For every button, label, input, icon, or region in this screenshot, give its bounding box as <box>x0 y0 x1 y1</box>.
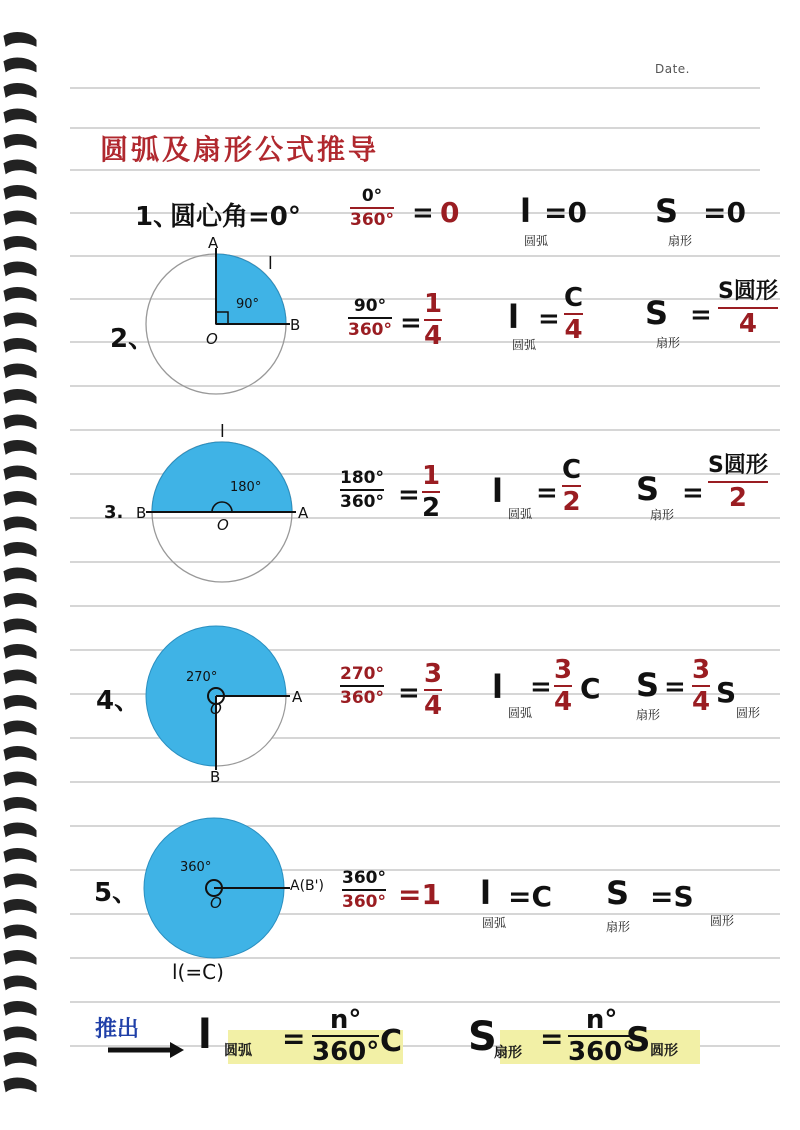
row3-label-angle: 180° <box>230 480 262 495</box>
row5-s: S <box>606 874 630 912</box>
spiral-coil <box>4 849 36 862</box>
arrow-right-icon <box>106 1040 186 1060</box>
row4-label-a: A <box>292 688 303 706</box>
row4-l-frac: $\frac{3}{4}$ <box>554 655 573 717</box>
row2-s-frac: $\frac{\text{S圆形}}{4}$ <box>718 279 778 339</box>
spiral-coil <box>4 568 36 581</box>
row1-ratio-den: 360° <box>350 210 394 230</box>
row3-label-arc: l <box>220 422 225 442</box>
row4-l-sub: 圆弧 <box>508 706 533 720</box>
row2-ratio <box>348 296 392 340</box>
row1-index: 1、 <box>135 202 180 232</box>
row2-label-o: O <box>206 330 218 348</box>
row2-label-arc: l <box>268 254 273 274</box>
spiral-coil <box>4 364 36 377</box>
spiral-coil <box>4 645 36 658</box>
row3-label-a: A <box>298 504 309 522</box>
spiral-coil <box>4 262 36 275</box>
conclusion-s-tail: S <box>626 1020 651 1060</box>
spiral-coil <box>4 1027 36 1040</box>
spiral-coil <box>4 186 36 199</box>
row5-label-a: A(B') <box>290 878 324 894</box>
spiral-coil <box>4 84 36 97</box>
conclusion-l-sub: 圆弧 <box>224 1043 252 1059</box>
spiral-coil <box>4 415 36 428</box>
spiral-coil <box>4 1002 36 1015</box>
row4-s-tail-sub: 圆形 <box>736 706 761 720</box>
row3-label-b: B <box>136 504 147 522</box>
row4-label-o: O <box>210 700 222 718</box>
row3-ratio: $\frac{180^\circ}{360^\circ}$ <box>340 468 384 512</box>
spiral-coil <box>4 517 36 530</box>
row2-figure <box>140 238 310 408</box>
row2-label-angle: 90° <box>236 297 260 312</box>
spiral-coil <box>4 976 36 989</box>
conclusion-l-tail: C <box>380 1024 403 1059</box>
spiral-coil <box>4 951 36 964</box>
spiral-coil <box>4 313 36 326</box>
row3-ratio-value: $\frac{1}{2}$ <box>422 461 441 523</box>
conclusion-s-frac: $\frac{n^\circ}{360^\circ}$ <box>568 1005 636 1067</box>
spiral-coil <box>4 594 36 607</box>
row1-condition: 圆心角=0° <box>170 202 301 232</box>
spiral-coil <box>4 798 36 811</box>
row5-l-sub: 圆弧 <box>482 916 507 930</box>
row3-index: 3. <box>104 502 124 523</box>
spiral-coil <box>4 1078 36 1091</box>
spiral-coil <box>4 58 36 71</box>
row1-l-rhs: =0 <box>544 196 587 229</box>
row2-l: l <box>508 298 519 336</box>
spiral-coil <box>4 925 36 938</box>
spiral-coil <box>4 339 36 352</box>
spiral-coil <box>4 543 36 556</box>
row5-figure <box>140 816 300 966</box>
spiral-coil <box>4 874 36 887</box>
spiral-coil <box>4 160 36 173</box>
row2-s: S <box>645 294 669 332</box>
row2-index: 2、 <box>110 324 155 354</box>
notebook-page: Date. 圆弧及扇形公式推导 1、 圆心角=0° $\frac{0^\circ}{360^\circ}$ = 0 l 圆弧 =0 S 扇形 =0 A B O 90° l 2、 $\frac{90^\circ}{360^\circ}$ = $\frac{1}{4}$ l 圆弧 = $\frac{C}{4}$ S 扇形 = $\frac{\text{S圆形}}{4}$ 3. B A O 180° l $\frac{180^\circ}{360^\circ}$ = $\frac{1}{2}$ l 圆弧 = $\frac{C}{2}$ S 扇形 = $\frac{\text{S圆形}}{2}$ 4、 A B O 270° $\frac{270^\circ}{360^\circ}$ = $\frac{3}{4}$ l 圆弧 = $\frac{3}{4}$ C S 扇形 = $\frac{3}{4}$ S 圆形 5、 A(B') O 360° l(=C) $\frac{360^\circ}{360^\circ}$ =1 l 圆弧 =C S 扇形 =S 圆形 推出 l 圆弧 = $\frac{n^\circ}{360^\circ}$ C S 扇形 = $\frac{n^\circ}{360^\circ}$ S 圆形 <box>0 0 800 1130</box>
row1-s: S <box>655 192 679 230</box>
spiral-coil <box>4 670 36 683</box>
spiral-coil <box>4 772 36 785</box>
row5-label-o: O <box>210 894 222 912</box>
row4-index: 4、 <box>96 686 141 716</box>
spiral-coil <box>4 1053 36 1066</box>
row2-ratio-value: $\frac{1}{4}$ <box>424 289 443 351</box>
conclusion-s-sub: 扇形 <box>494 1045 522 1061</box>
spiral-coil <box>4 619 36 632</box>
row5-l-rhs: =C <box>508 880 553 913</box>
row4-s-sub: 扇形 <box>636 708 661 722</box>
row2-s-sub: 扇形 <box>656 336 681 350</box>
spiral-coil <box>4 823 36 836</box>
row3-l: l <box>492 472 503 510</box>
row4-s-tail: S <box>716 676 737 709</box>
row3-label-o: O <box>217 516 229 534</box>
row5-ratio: $\frac{360^\circ}{360^\circ}$ <box>342 868 386 912</box>
spiral-coil <box>4 466 36 479</box>
row5-index: 5、 <box>94 878 139 908</box>
spiral-coil <box>4 696 36 709</box>
spiral-coil <box>4 237 36 250</box>
spiral-coil <box>4 135 36 148</box>
date-label: Date. <box>655 62 690 76</box>
row2-label-a: A <box>208 234 219 252</box>
spiral-coil <box>4 492 36 505</box>
row1-l-sub: 圆弧 <box>524 234 549 248</box>
row2-l-frac: $\frac{C}{4}$ <box>564 283 584 345</box>
row5-s-rhs-sub: 圆形 <box>710 914 735 928</box>
row4-ratio: $\frac{270^\circ}{360^\circ}$ <box>340 664 384 708</box>
row2-label-b: B <box>290 316 301 334</box>
spiral-coil <box>4 109 36 122</box>
row1-l: l <box>520 192 531 230</box>
row5-ratio-value: =1 <box>398 878 441 911</box>
row2-l-sub: 圆弧 <box>512 338 537 352</box>
spiral-coil <box>4 390 36 403</box>
row4-label-b: B <box>210 768 221 786</box>
row1-ratio-fraction <box>350 186 394 230</box>
spiral-coil <box>4 211 36 224</box>
row5-s-rhs: =S <box>650 880 694 913</box>
spiral-coil <box>4 900 36 913</box>
row1-s-sub: 扇形 <box>668 234 693 248</box>
spiral-coil <box>4 721 36 734</box>
row1-ratio-value: 0 <box>440 196 460 229</box>
conclusion-s-tail-sub: 圆形 <box>650 1043 678 1059</box>
spiral-coil <box>4 441 36 454</box>
row5-s-sub: 扇形 <box>606 920 631 934</box>
row3-s-sub: 扇形 <box>650 508 675 522</box>
row4-s-frac: $\frac{3}{4}$ <box>692 655 711 717</box>
row4-s: S <box>636 666 660 704</box>
row4-label-angle: 270° <box>186 670 218 685</box>
row3-figure <box>140 436 310 586</box>
row5-label-arc: l(=C) <box>172 960 224 984</box>
row3-s-frac: $\frac{\text{S圆形}}{2}$ <box>708 453 768 513</box>
row5-l: l <box>480 874 491 912</box>
row2-ratio-num: 90° <box>353 296 387 316</box>
row5-label-angle: 360° <box>180 860 212 875</box>
conclusion-l: l <box>198 1012 212 1058</box>
row1-ratio-num: 0° <box>361 186 383 206</box>
row4-ratio-value: $\frac{3}{4}$ <box>424 659 443 721</box>
row3-l-frac: $\frac{C}{2}$ <box>562 455 582 517</box>
spiral-coil <box>4 747 36 760</box>
row4-figure <box>140 620 310 790</box>
conclusion-s: S <box>468 1014 497 1060</box>
conclusion-l-frac: $\frac{n^\circ}{360^\circ}$ <box>312 1005 380 1067</box>
row4-l: l <box>492 668 503 706</box>
row1-ratio <box>350 186 394 230</box>
row4-l-tail: C <box>580 672 601 705</box>
spiral-coil <box>4 33 36 46</box>
spiral-binding <box>0 30 40 1110</box>
row2-ratio-den: 360° <box>348 320 392 340</box>
row1-s-rhs: =0 <box>703 196 746 229</box>
derive-label: 推出 <box>95 1017 140 1042</box>
row3-s: S <box>636 470 660 508</box>
row3-l-sub: 圆弧 <box>508 507 533 521</box>
page-title: 圆弧及扇形公式推导 <box>100 133 380 166</box>
spiral-coil <box>4 288 36 301</box>
